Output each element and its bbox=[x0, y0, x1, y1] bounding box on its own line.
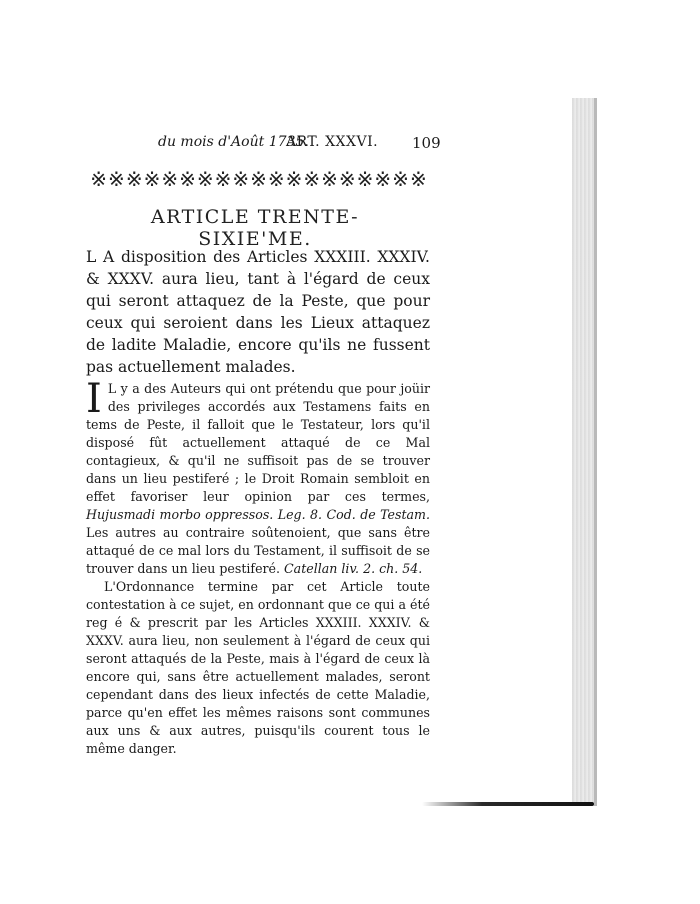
page-edge-shadow bbox=[594, 98, 597, 806]
commentary-p1-text-a: L y a des Auteurs qui ont prétendu que pour joüir des privileges accordés aux Testamens faits en tems de Peste, il falloit que le Testateur, lors qu'il disposé fût actuellement attaqué de ce Mal contagieux, & qu'il ne suffisoit pas de se trouver dans un lieu pestiferé ; le Droit Romain sembloit en effet favoriser leur opinion par ces termes, bbox=[86, 381, 430, 504]
page-bottom-shadow bbox=[422, 802, 594, 806]
page-fore-edge bbox=[572, 98, 594, 806]
commentary-paragraph-1 bbox=[86, 376, 430, 578]
drop-cap: I bbox=[86, 376, 102, 422]
commentary-p1-citation-1: Hujusmadi morbo oppressos. Leg. 8. Cod. de Testam. bbox=[86, 507, 430, 522]
commentary bbox=[86, 376, 430, 758]
article-title: ARTICLE TRENTE-SIXIE'ME. bbox=[150, 206, 360, 250]
running-head bbox=[158, 132, 440, 154]
article-summary bbox=[86, 246, 430, 378]
commentary-paragraph-2: L'Ordonnance termine par cet Article toute contestation à ce sujet, en ordonnant que ce qui a été reg é & prescrit par les Articles XXXIII. XXXIV. & XXXV. aura lieu, non seulement à l'égard de ceux qui seront attaqués de la Peste, mais à l'égard de ceux là encore qui, sans être actuellement malades, seront cependant dans des lieux infectés de cette Maladie, parce qu'en effet les mêmes raisons sont communes aux uns & aux autres, puisqu'ils courent tous le même danger. bbox=[86, 579, 430, 756]
page-number: 109 bbox=[412, 134, 441, 152]
summary-text: L A disposition des Articles XXXIII. XXXIV. & XXXV. aura lieu, tant à l'égard de ceux qui seront attaquez de la Peste, que pour ceux qui seroient dans les Lieux attaquez de ladite Maladie, encore qu'ils ne fussent pas actuellement malades. bbox=[86, 248, 430, 376]
decorative-ornament-band: ※※※※※※※※※※※※※※※※※※※ bbox=[90, 168, 428, 190]
commentary-p1-text-b: Les autres au contraire soûtenoient, que sans être attaqué de ce mal lors du Testament, il suffisoit de se trouver dans un lieu pestiferé. bbox=[86, 525, 430, 576]
commentary-p1-citation-2: Catellan liv. 2. ch. 54. bbox=[284, 561, 423, 576]
running-head-date: du mois d'Août 1735. bbox=[158, 134, 309, 150]
running-head-article: ART. XXXVI. bbox=[286, 134, 379, 150]
